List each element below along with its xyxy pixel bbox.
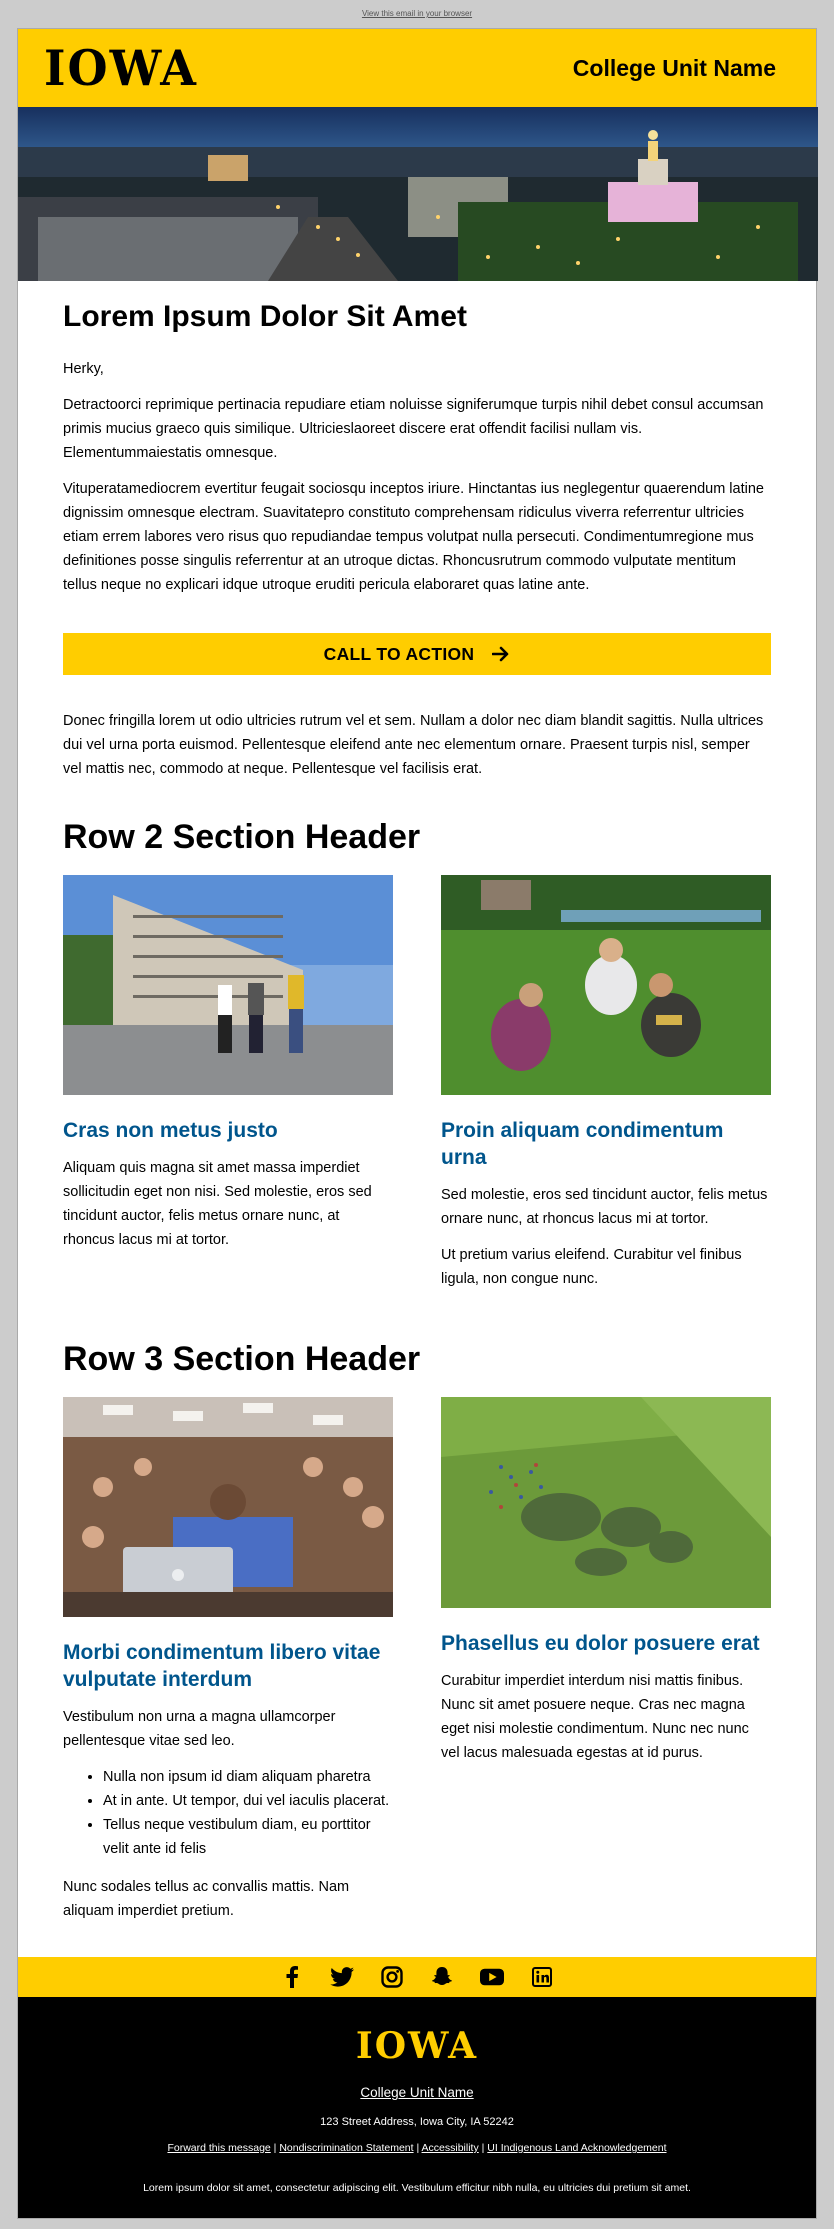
row-3-bullet-list (63, 1765, 393, 1861)
row-3-right-paragraph: Curabitur imperdiet interdum nisi mattis finibus. Nunc sit amet posuere neque. Cras nec magna eget nisi molestie condimentum. Nunc nec nunc vel lacus malesuada egestas at id purus. (441, 1673, 749, 1761)
row-2-right-title: Proin aliquam condimentum urna (441, 1119, 724, 1169)
row-2-right-column (441, 875, 771, 1303)
row-3-left-paragraph-1: Vestibulum non urna a magna ullamcorper pellentesque vitae sed leo. (63, 1709, 336, 1749)
social-bar (18, 1957, 816, 1997)
row-3-header: Row 3 Section Header (63, 1340, 421, 1378)
row-2-right-paragraph-1: Sed molestie, eros sed tincidunt auctor, felis metus ornare nunc, at rhoncus lacus mi at tortor. (441, 1187, 768, 1227)
cta-label: CALL TO ACTION (323, 643, 475, 664)
footer-links (38, 2142, 796, 2154)
nondiscrimination-link[interactable]: Nondiscrimination Statement (279, 2142, 414, 2154)
row-3-left-title: Morbi condimentum libero vitae vulputate interdum (63, 1641, 381, 1691)
intro-paragraph-1: Detractoorci reprimique pertinacia repudiare etiam noluisse signiferumque turpis nihil debet consul accumsan primis mucius graeco quis similique. Ultricieslaoreet discere erat offendit facilisi nullam vis. Elementummaiestatis omnesque. (63, 397, 764, 461)
row-2-left-paragraph: Aliquam quis magna sit amet massa imperdiet sollicitudin eget non nisi. Sed molestie, eros sed tincidunt auctor, felis metus ornare nunc, at rhoncus lacus mi at tortor. (63, 1160, 372, 1248)
snapchat-icon[interactable] (430, 1965, 454, 1989)
row-3-right-title: Phasellus eu dolor posuere erat (441, 1632, 760, 1655)
row-3-right-column (441, 1397, 771, 1935)
list-item: • Tellus neque vestibulum diam, eu porttitor velit ante id felis (103, 1813, 393, 1861)
list-item: • At in ante. Ut tempor, dui vel iaculis placerat. (103, 1789, 393, 1813)
arrow-right-icon (492, 646, 510, 662)
instagram-icon[interactable] (380, 1965, 404, 1989)
row-2-header: Row 2 Section Header (63, 818, 421, 856)
email-header (18, 29, 816, 107)
row-2-right-paragraph-2: Ut pretium varius eleifend. Curabitur vel finibus ligula, non congue nunc. (441, 1247, 742, 1287)
row-2 (63, 875, 771, 1303)
footer-college-unit-link[interactable]: College Unit Name (360, 2085, 474, 2100)
preheader (0, 0, 834, 28)
link-separator: | (270, 2142, 280, 2154)
row-2-left-title: Cras non metus justo (63, 1119, 278, 1142)
footer-legal-text: Lorem ipsum dolor sit amet, consectetur adipiscing elit. Vestibulum efficitur nibh nulla, eu ultricies dui pretium sit amet. (143, 2182, 691, 2194)
accessibility-link[interactable]: Accessibility (421, 2142, 479, 2154)
intro-section (18, 299, 816, 1935)
students-on-grass-photo (441, 875, 771, 1095)
iowa-footer-logo[interactable]: IOWA (355, 2025, 479, 2067)
lecture-hall-photo (63, 1397, 393, 1617)
intro-paragraph-3: Donec fringilla lorem ut odio ultricies rutrum vel et sem. Nullam a dolor nec diam blandit sagittis. Nulla ultrices dui vel urna porta euismod. Pellentesque eleifend ante nec elementum ornare. Praesent turpis nisl, semper vel mattis nec, commodo at neque. Pellentesque vel facilisis erat. (63, 713, 764, 777)
intro-title: Lorem Ipsum Dolor Sit Amet (63, 300, 467, 333)
tigerhawk-field-aerial-photo (441, 1397, 771, 1608)
iowa-logo[interactable]: IOWA (44, 39, 198, 97)
row-3 (63, 1397, 771, 1935)
row-2-left-column (63, 875, 393, 1303)
email-container (17, 28, 817, 2219)
call-to-action-button[interactable] (63, 633, 771, 675)
linkedin-icon[interactable] (530, 1965, 554, 1989)
college-unit-name: College Unit Name (572, 54, 776, 81)
link-separator: | (478, 2142, 488, 2154)
list-item: • Nulla non ipsum id diam aliquam pharetra (103, 1765, 393, 1789)
row-3-left-paragraph-2: Nunc sodales tellus ac convallis mattis. Nam aliquam imperdiet pretium. (63, 1879, 350, 1919)
footer-address: 123 Street Address, Iowa City, IA 52242 (320, 2116, 514, 2128)
email-footer (18, 1997, 816, 2218)
facebook-icon[interactable] (280, 1965, 304, 1989)
land-acknowledgement-link[interactable]: UI Indigenous Land Acknowledgement (487, 2142, 667, 2154)
greeting: Herky, (63, 361, 104, 377)
students-walking-photo (63, 875, 393, 1095)
youtube-icon[interactable] (480, 1965, 504, 1989)
forward-message-link[interactable]: Forward this message (167, 2142, 271, 2154)
view-in-browser-link[interactable]: View this email in your browser (361, 9, 473, 18)
link-separator: | (413, 2142, 422, 2154)
twitter-icon[interactable] (330, 1965, 354, 1989)
row-3-left-column (63, 1397, 393, 1935)
campus-night-photo (18, 107, 818, 281)
intro-paragraph-2: Vituperatamediocrem evertitur feugait sociosqu inceptos iriure. Hinctantas ius neglegentur quaerendum latine dignissim omnesque electram. Suavitatepro constituto comprehensam ridiculus viverra referrentur ultricies etiam errem labores vero risus quo repudiandae tempus volutpat nulla persecuti. Condimentumregione mus definitiones posse singulis referrentur at an utroque dictas. Rhoncusrutrum commodo vulputate mentitum tellus neque no explicari idque utroque eruditi pericula elaboraret quas latine ante. (63, 481, 764, 593)
